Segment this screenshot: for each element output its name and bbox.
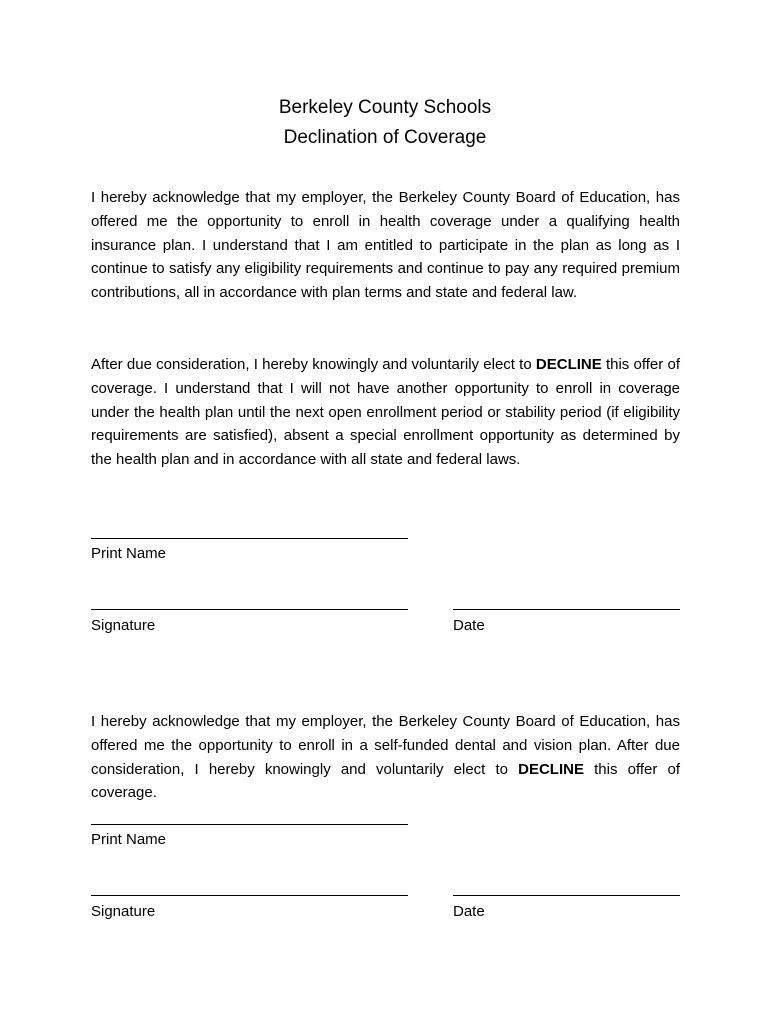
health-date-label: Date: [453, 617, 485, 634]
dental-text-before: I hereby acknowledge that my employer, the Berkeley County Board of Education, has offered me the opportunity to enroll in a self-funded dental and vision plan. After due consideration, I hereby knowingly and voluntarily elect to: [91, 713, 680, 778]
health-acknowledgement-paragraph: I hereby acknowledge that my employer, the Berkeley County Board of Education, has offered me the opportunity to enroll in health coverage under a qualifying health insurance plan. I understand that I am entitled to participate in the plan as long as I continue to satisfy any eligibility requirements and continue to pay any required premium contributions, all in accordance with plan terms and state and federal law.: [91, 189, 680, 302]
health-signature-label: Signature: [91, 617, 156, 634]
health-decline-emphasis: DECLINE: [535, 356, 602, 373]
dental-signature-line[interactable]: [91, 895, 408, 896]
dental-vision-paragraph: [91, 710, 680, 805]
dental-signature-label: Signature: [91, 903, 156, 920]
health-date-line[interactable]: [453, 609, 680, 610]
dental-print-name-line[interactable]: [91, 824, 408, 825]
health-decline-paragraph: [91, 353, 680, 472]
health-decline-text-before: After due consideration, I hereby knowingly and voluntarily elect to: [91, 356, 536, 373]
health-print-name-label: Print Name: [91, 545, 167, 562]
dental-date-label: Date: [453, 903, 485, 920]
page-title-line1: Berkeley County Schools: [278, 97, 492, 118]
dental-text-after: this offer of coverage.: [91, 760, 680, 802]
dental-decline-emphasis: DECLINE: [518, 760, 584, 778]
dental-date-line[interactable]: [453, 895, 680, 896]
health-print-name-line[interactable]: [91, 538, 408, 539]
health-decline-text-after: this offer of coverage. I understand that I will not have another opportunity to enroll in coverage under the health plan until the next open enrollment period or stability period (if eligibility requirements are satisfied), absent a special enrollment opportunity as determined by the health plan and in accordance with all state and federal laws.: [91, 356, 680, 469]
page-title-line2: Declination of Coverage: [283, 127, 487, 148]
dental-print-name-label: Print Name: [91, 831, 167, 848]
health-signature-line[interactable]: [91, 609, 408, 610]
